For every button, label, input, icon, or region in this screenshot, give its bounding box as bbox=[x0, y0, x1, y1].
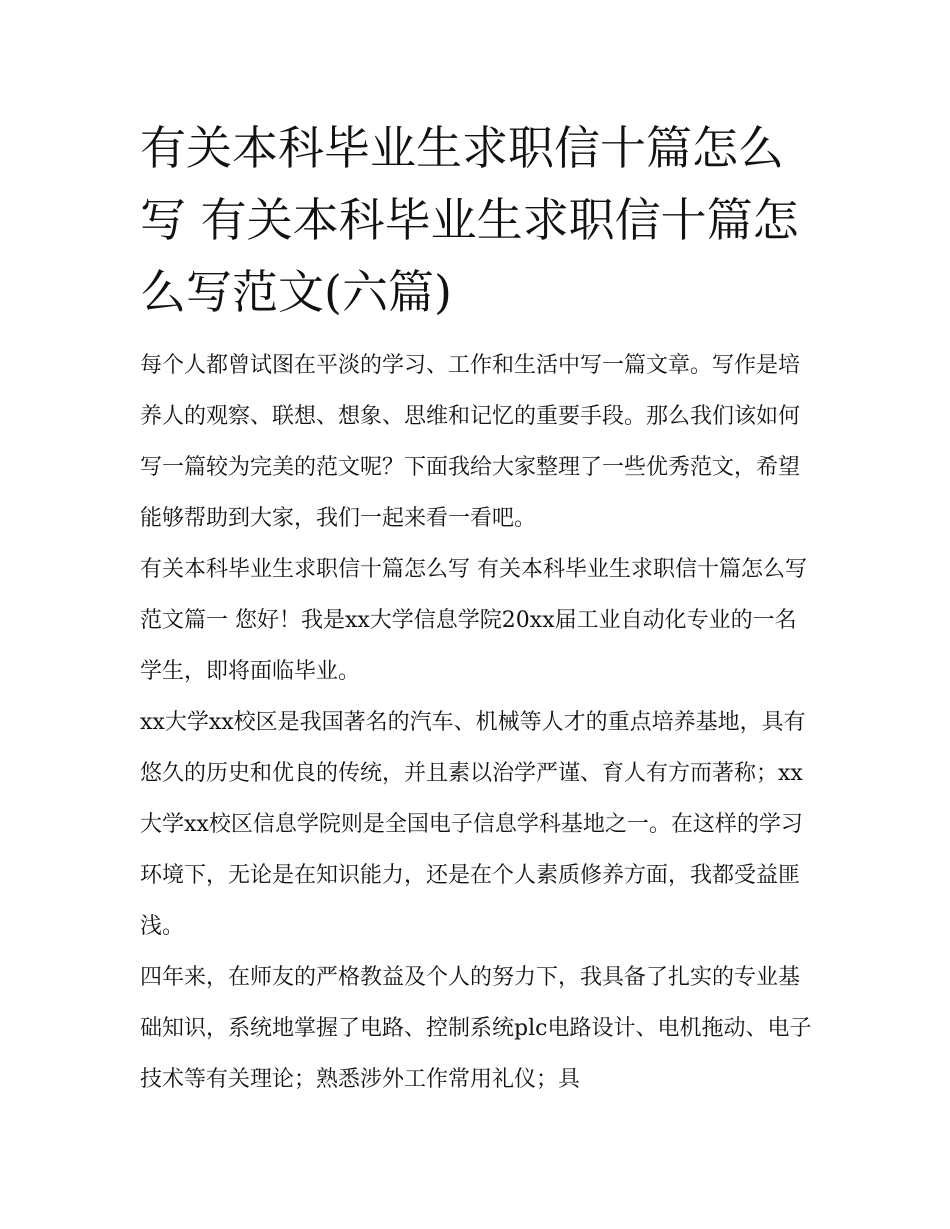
paragraph-skills: 四年来，在师友的严格教益及个人的努力下，我具备了扎实的专业基础知识，系统地掌握了电路、控制系统plc电路设计、电机拖动、电子技术等有关理论；熟悉涉外工作常用礼仪；具 bbox=[140, 965, 812, 1092]
document-title: 有关本科毕业生求职信十篇怎么写 有关本科毕业生求职信十篇怎么写范文(六篇) bbox=[140, 121, 799, 319]
paragraph-school: xx大学xx校区是我国著名的汽车、机械等人才的重点培养基地，具有悠久的历史和优良的传统，并且素以治学严谨、育人有方而著称；xx大学xx校区信息学院则是全国电子信息学科基地之一。在这样的学习环境下，无论是在知识能力，还是在个人素质修养方面，我都受益匪浅。 bbox=[140, 710, 806, 939]
document-body bbox=[140, 340, 812, 1105]
paragraph-intro: 每个人都曾试图在平淡的学习、工作和生活中写一篇文章。写作是培养人的观察、联想、想象、思维和记忆的重要手段。那么我们该如何写一篇较为完美的范文呢？下面我给大家整理了一些优秀范文，希望能够帮助到大家，我们一起来看一看吧。 bbox=[140, 353, 801, 531]
paragraph-greeting: 有关本科毕业生求职信十篇怎么写 有关本科毕业生求职信十篇怎么写范文篇一 您好！我是xx大学信息学院20xx届工业自动化专业的一名学生，即将面临毕业。 bbox=[140, 557, 807, 684]
document-content bbox=[140, 112, 812, 1105]
